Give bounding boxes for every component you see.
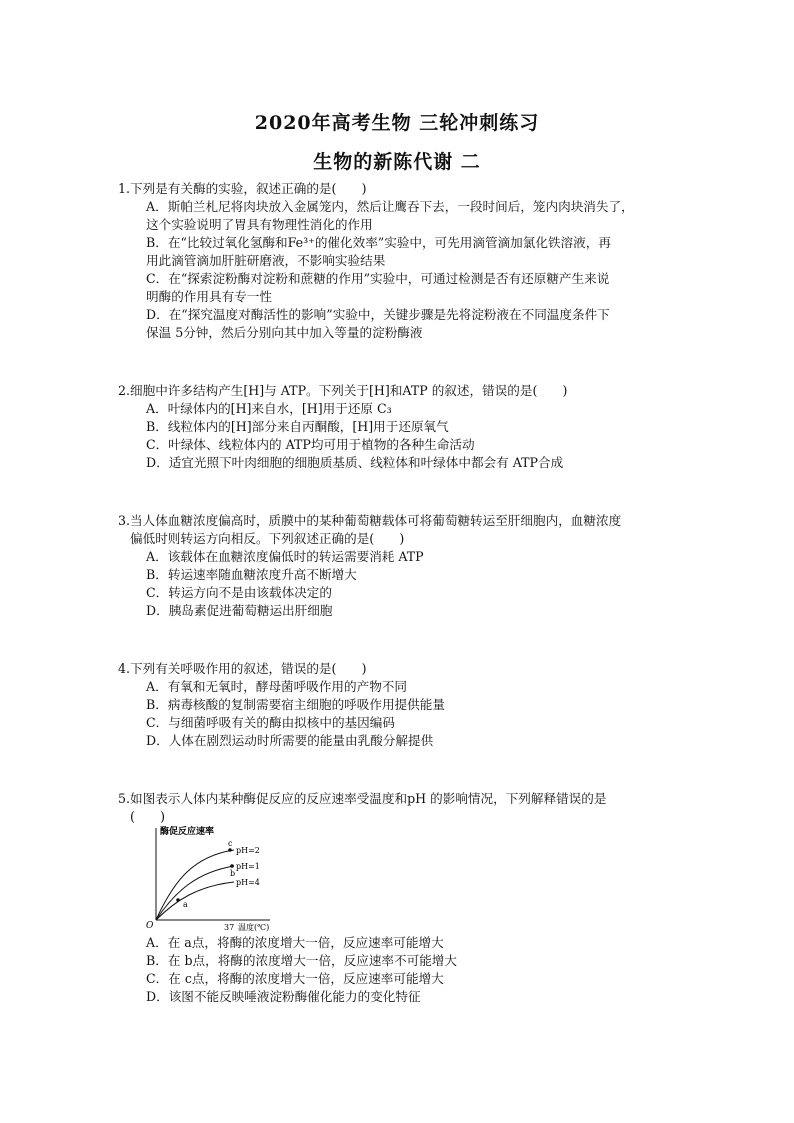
- option-b-cont: 用此滴管滴加肝脏研磨液，不影响实验结果: [146, 253, 386, 268]
- question-stem: 4.下列有关呼吸作用的叙述，错误的是( ): [118, 661, 367, 676]
- option-b: B．转运速率随血糖浓度升高不断增大: [146, 567, 357, 582]
- option-b: B．病毒核酸的复制需要宿主细胞的呼吸作用提供能量: [146, 697, 445, 712]
- question-stem: 2.细胞中许多结构产生[H]与 ATP。下列关于[H]和ATP 的叙述，错误的是( ): [118, 383, 568, 398]
- x-tick-37: 37: [224, 923, 235, 932]
- point-b: [230, 864, 234, 868]
- question-stem-cont: 偏低时则转运方向相反。下列叙述正确的是( ): [130, 531, 405, 546]
- curve-ph4: [156, 882, 234, 920]
- question-1: [118, 180, 688, 342]
- curve-label-ph1: pH=1: [236, 862, 260, 871]
- option-c: C．与细菌呼吸有关的酶由拟核中的基因编码: [146, 715, 395, 730]
- question-5: [118, 790, 688, 826]
- option-d: D．在“探究温度对酶活性的影响”实验中，关键步骤是先将淀粉液在不同温度条件下: [146, 307, 610, 322]
- option-c: C．转运方向不是由该载体决定的: [146, 585, 332, 600]
- option-c: C．叶绿体、线粒体内的 ATP均可用于植物的各种生命活动: [146, 437, 475, 452]
- option-d: D．该图不能反映唾液淀粉酶催化能力的变化特征: [146, 989, 421, 1004]
- option-b: B．线粒体内的[H]部分来自丙酮酸，[H]用于还原氧气: [146, 419, 449, 434]
- option-a: A．该载体在血糖浓度偏低时的转运需要消耗 ATP: [146, 549, 424, 564]
- question-4: [118, 660, 688, 750]
- option-d: D．人体在剧烈运动时所需要的能量由乳酸分解提供: [146, 733, 434, 748]
- option-a: A．在 a点，将酶的浓度增大一倍，反应速率可能增大: [146, 935, 444, 950]
- point-c: [228, 848, 232, 852]
- question-5-options: [118, 934, 688, 1006]
- curve-label-ph4: pH=4: [236, 878, 260, 887]
- question-stem: 1.下列是有关酶的实验，叙述正确的是( ): [118, 181, 367, 196]
- option-b: B．在“比较过氧化氢酶和Fe³⁺的催化效率”实验中，可先用滴管滴加氯化铁溶液，再: [146, 235, 611, 250]
- option-c: C．在“探索淀粉酶对淀粉和蔗糖的作用”实验中，可通过检测是否有还原糖产生来说: [146, 271, 610, 286]
- y-axis-label: 酶促反应速率: [160, 827, 215, 837]
- question-stem: 3.当人体血糖浓度偏高时，质膜中的某种葡萄糖载体可将葡萄糖转运至肝细胞内，血糖浓度: [118, 513, 622, 528]
- option-a-cont: 这个实验说明了胃具有物理性消化的作用: [146, 217, 373, 232]
- question-2: [118, 382, 688, 472]
- option-d-cont: 保温 5分钟，然后分别向其中加入等量的淀粉酶液: [146, 325, 423, 340]
- curve-ph1: [156, 866, 234, 920]
- point-label-c: c: [228, 839, 233, 848]
- enzyme-rate-figure: [146, 824, 296, 934]
- x-axis-label: 温度(℃): [238, 923, 270, 932]
- question-3: [118, 512, 688, 620]
- option-d: D．胰岛素促进葡萄糖运出肝细胞: [146, 603, 333, 618]
- option-b: B．在 b点，将酶的浓度增大一倍，反应速率不可能增大: [146, 953, 457, 968]
- question-stem-cont: ( ): [130, 809, 166, 824]
- origin-label: O: [146, 921, 154, 931]
- option-a: A．叶绿体内的[H]来自水，[H]用于还原 C₃: [146, 401, 392, 416]
- point-label-b: b: [230, 869, 236, 878]
- option-c: C．在 c点，将酶的浓度增大一倍，反应速率可能增大: [146, 971, 444, 986]
- point-label-a: a: [183, 900, 188, 909]
- option-a: A．有氧和无氧时，酵母菌呼吸作用的产物不同: [146, 679, 407, 694]
- enzyme-rate-graph: [146, 824, 296, 934]
- option-c-cont: 明酶的作用具有专一性: [146, 289, 272, 304]
- question-stem: 5.如图表示人体内某种酶促反应的反应速率受温度和pH 的影响情况，下列解释错误的是: [118, 791, 607, 806]
- option-a: A．斯帕兰札尼将肉块放入金属笼内，然后让鹰吞下去，一段时间后，笼内肉块消失了，: [146, 199, 634, 214]
- curve-label-ph2: pH=2: [236, 846, 260, 855]
- point-a: [176, 898, 180, 902]
- page-subtitle: 生物的新陈代谢 二: [313, 151, 481, 173]
- page-title: 2020年高考生物 三轮冲刺练习: [254, 112, 540, 134]
- option-d: D．适宜光照下叶肉细胞的细胞质基质、线粒体和叶绿体中都会有 ATP合成: [146, 455, 564, 470]
